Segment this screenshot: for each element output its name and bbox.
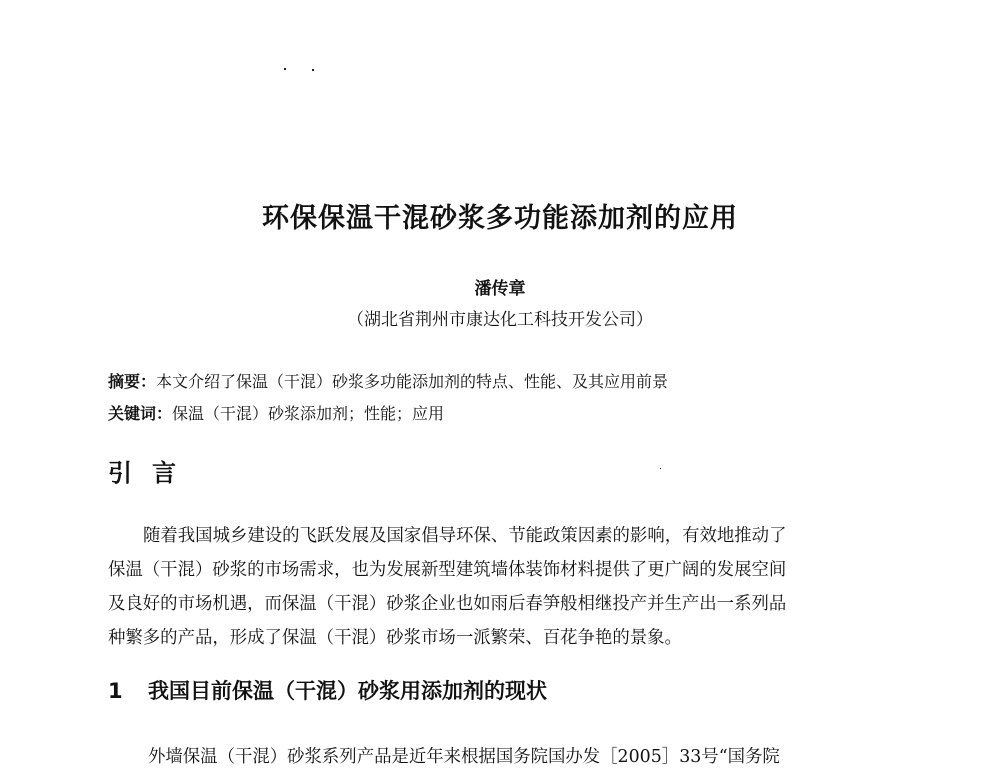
scan-speck [312, 69, 314, 71]
section-title: 我国目前保温（干混）砂浆用添加剂的现状 [148, 679, 547, 703]
paragraph-line: 及良好的市场机遇，而保温（干混）砂浆企业也如雨后春笋般相继投产并生产出一系列品 [108, 594, 787, 614]
paragraph-line: 随着我国城乡建设的飞跃发展及国家倡导环保、节能政策因素的影响，有效地推动了 [143, 526, 787, 546]
keywords [108, 401, 444, 424]
intro-paragraph [108, 519, 898, 655]
abstract-label: 摘要： [108, 372, 157, 391]
paragraph-line: 种繁多的产品，形成了保温（干混）砂浆市场一派繁荣、百花争艳的景象。 [108, 628, 682, 648]
paper-title: 环保保温干混砂浆多功能添加剂的应用 [262, 203, 738, 234]
paper-affiliation: （湖北省荆州市康达化工科技开发公司） [347, 310, 653, 330]
abstract-text: 本文介绍了保温（干混）砂浆多功能添加剂的特点、性能、及其应用前景 [156, 372, 669, 391]
section-heading-intro: 引言 [108, 459, 196, 487]
scan-speck [284, 68, 286, 70]
paper-author: 潘传章 [474, 279, 526, 299]
keywords-label: 关键词： [108, 404, 173, 423]
abstract [108, 369, 668, 392]
paragraph-line: 保温（干混）砂浆的市场需求，也为发展新型建筑墙体装饰材料提供了更广阔的发展空间 [108, 560, 787, 580]
section-number: 1 [108, 679, 123, 703]
section1-paragraph-line: 外墙保温（干混）砂浆系列产品是近年来根据国务院国办发［2005］33号“国务院 [148, 747, 780, 767]
section-heading-1 [108, 675, 547, 705]
keywords-text: 保温（干混）砂浆添加剂；性能；应用 [172, 404, 445, 423]
scan-speck [660, 468, 661, 469]
